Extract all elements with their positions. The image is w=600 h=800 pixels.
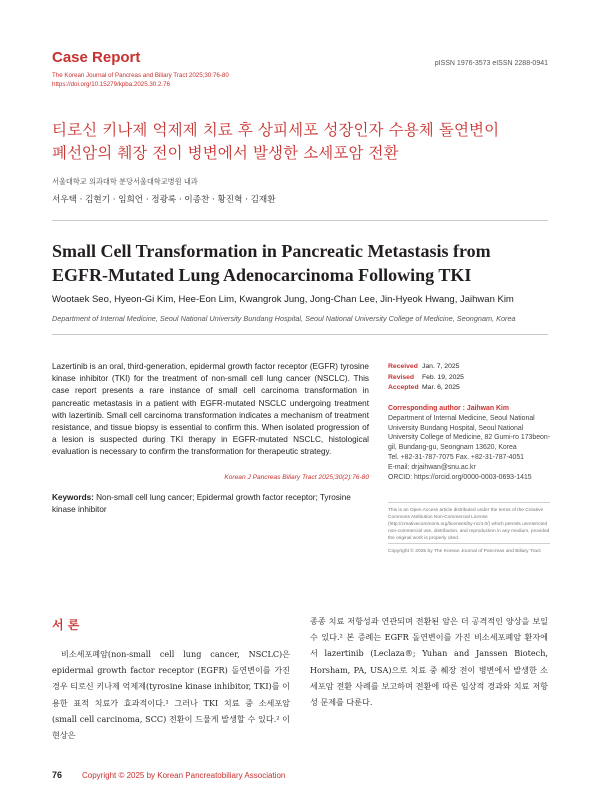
article-dates: [388, 362, 553, 394]
side-divider: [388, 502, 550, 503]
journal-citation-line: The Korean Journal of Pancreas and Biliary Tract 2025;30:76-80: [52, 72, 229, 79]
keywords: [52, 492, 374, 516]
abstract-text: Lazertinib is an oral, third-generation, epidermal growth factor receptor (EGFR) tyrosine kinase inhibitor (TKI) for the treatment of non-small cell lung cancer (NSCLC). This case report presents a rare instance of small cell carcinoma transformation in pancreatic metastasis in a patient with EGFR-mutated NSCLC undergoing treatment with lazertinib. Small cell carcinoma transformation indicates a mechanism of treatment resistance, and tissue biopsy is essential to confirm this. When isolated progression of a lesion is suspected during TKI therapy in EGFR-mutated NSCLC, histological evaluation is necessary to confirm the transformation for therapeutic strategy.: [52, 362, 369, 457]
side-divider: [388, 543, 550, 544]
received-date-row: [388, 362, 553, 373]
keywords-list: Non-small cell lung cancer; Epidermal growth factor receptor; Tyrosine kinase inhibitor: [52, 493, 351, 515]
issn-text: pISSN 1976-3573 eISSN 2288-0941: [434, 60, 548, 67]
correspondence-orcid[interactable]: ORCID: https://orcid.org/0000-0003-0693-1415: [388, 473, 532, 481]
footer-copyright: Copyright © 2025 by Korean Pancreatobiliary Association: [82, 771, 286, 780]
divider: [52, 334, 548, 335]
revised-date-row: [388, 373, 553, 384]
accepted-date-row: [388, 383, 553, 394]
korean-title-line-1: 티로신 키나제 억제제 치료 후 상피세포 성장인자 수용체 돌연변이: [52, 121, 500, 139]
revised-date: Feb. 19, 2025: [422, 373, 464, 381]
korean-authors: 서우택 · 김현기 · 임희언 · 정광록 · 이종찬 · 황진혁 · 김재환: [52, 195, 276, 205]
revised-label: Revised: [388, 373, 415, 381]
korean-title: [52, 119, 552, 165]
korean-title-line-2: 폐선암의 췌장 전이 병변에서 발생한 소세포암 전환: [52, 144, 399, 162]
english-title-line-2: EGFR-Mutated Lung Adenocarcinoma Following TKI: [52, 265, 472, 285]
correspondence-phone: Tel. +82-31-787-7075 Fax. +82-31-787-4051: [388, 453, 524, 461]
english-authors: Wootaek Seo, Hyeon-Gi Kim, Hee-Eon Lim, Kwangrok Jung, Jong-Chan Lee, Jin-Hyeok Hwang, Jaihwan Kim: [52, 294, 514, 305]
english-title-line-1: Small Cell Transformation in Pancreatic Metastasis from: [52, 241, 491, 261]
correspondence-email[interactable]: E-mail: drjaihwan@snu.ac.kr: [388, 463, 476, 471]
body-left-column: 비소세포폐암(non-small cell lung cancer, NSCLC)은 epidermal growth factor receptor (EGFR) 돌연변이를 가진 경우 티로신 키나제 억제제(tyrosine kinase inhibitor, TKI)를 이용한 표적 치료가 효과적이다.¹ 그러나 TKI 치료 중 소세포암(small cell carcinoma, SCC) 전환이 드물게 발생할 수 있다.² 이 현상은: [52, 649, 290, 741]
english-affiliation: Department of Internal Medicine, Seoul National University Bundang Hospital, Seoul National University College of Medicine, Seongnam, Korea: [52, 314, 516, 323]
page-number: 76: [52, 770, 63, 780]
correspondence-address: Department of Internal Medicine, Seoul National University Bundang Hospital, Seoul National University College of Medicine, 82 Gumi-ro 173beon-gil, Bundang-gu, Seongnam 13620, Korea: [388, 414, 551, 452]
korean-affiliation: 서울대학교 의과대학 분당서울대학교병원 내과: [52, 177, 198, 186]
correspondence-block: [388, 404, 553, 482]
accepted-label: Accepted: [388, 384, 419, 392]
received-date: Jan. 7, 2025: [422, 363, 460, 370]
journal-copyright: Copyright © 2025 by The Korean Journal of Pancreas and Biliary Tract: [388, 549, 541, 554]
keywords-label: Keywords:: [52, 493, 94, 502]
received-label: Received: [388, 363, 418, 370]
corresponding-author-label: Corresponding author : Jaihwan Kim: [388, 405, 509, 412]
abstract-citation: Korean J Pancreas Biliary Tract 2025;30(2):76-80: [224, 474, 369, 481]
license-text: This is an Open Access article distributed under the terms of the Creative Commons Attribution Non-Commercial License (http://creativecommons.org/licenses/by-nc/4.0/) which permits unrestricted non-commercial use, distribution, and reproduction in any medium, provided the original work is properly cited.: [388, 508, 550, 541]
accepted-date: Mar. 6, 2025: [422, 384, 460, 392]
english-title: [52, 239, 552, 287]
section-title-introduction: 서 론: [52, 618, 80, 632]
doi-link[interactable]: https://doi.org/10.15279/kpba.2025.30.2.76: [52, 81, 171, 88]
article-type-label: Case Report: [52, 49, 141, 66]
divider: [52, 220, 548, 221]
body-right-column: 종종 치료 저항성과 연관되며 전환된 암은 더 공격적인 양상을 보일 수 있다.² 본 증례는 EGFR 돌연변이를 가진 비소세포폐암 환자에서 lazertinib (Leclaza®; Yuhan and Janssen Biotech, Horsham, PA, USA)으로 치료 중 췌장 전이 병변에서 발생한 소세포암 전환 사례를 보고하며 전환에 따른 임상적 경과와 치료 저항성 문제를 다룬다.: [310, 616, 548, 708]
